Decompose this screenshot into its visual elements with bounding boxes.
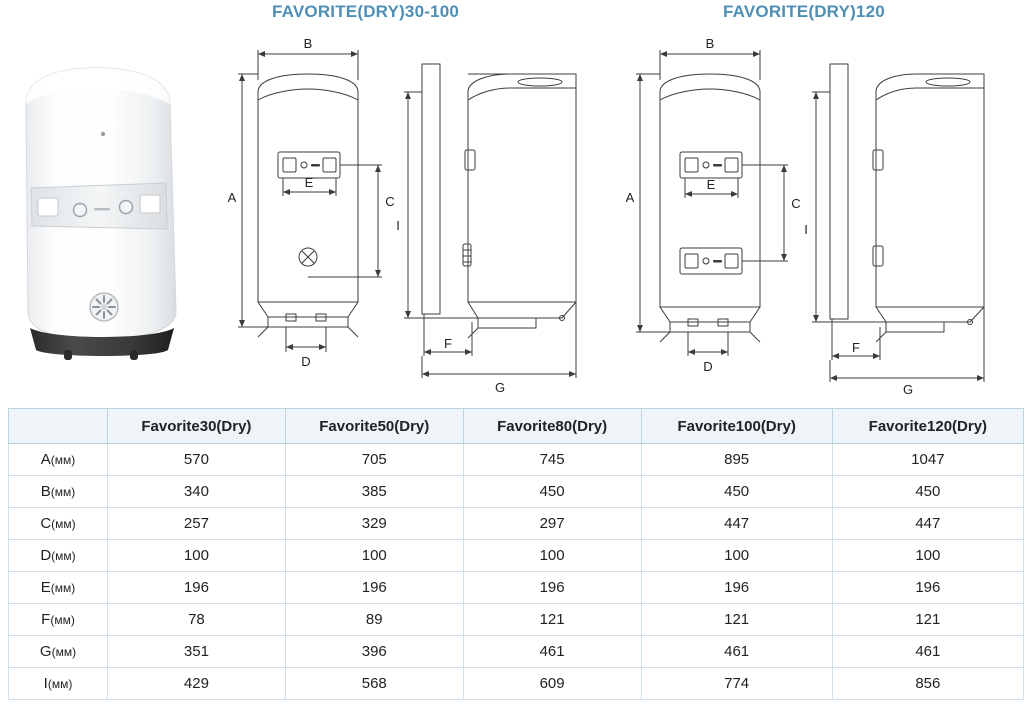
dim-label-B-right: B: [705, 36, 715, 51]
product-photo: [8, 62, 200, 362]
dim-label-D-right: D: [703, 359, 713, 374]
table-row: [9, 476, 1024, 508]
table-row: [9, 668, 1024, 700]
cell-A-favorite120: 1047: [832, 444, 1023, 476]
cell-I-favorite100: 774: [641, 668, 832, 700]
cell-G-favorite30: 351: [108, 636, 286, 668]
cell-G-favorite100: 461: [641, 636, 832, 668]
dim-label-B-left: B: [303, 36, 313, 51]
dim-label-G-right: G: [902, 382, 914, 394]
cell-D-favorite50: 100: [285, 540, 463, 572]
diagram-title-left: FAVORITE(DRY)30-100: [272, 2, 460, 21]
dim-label-E-left: E: [304, 175, 314, 190]
table-corner-cell: [9, 409, 108, 444]
row-label-letter: B: [40, 483, 51, 500]
cell-G-favorite50: 396: [285, 636, 463, 668]
row-label-B: [9, 476, 108, 508]
table-row: [9, 444, 1024, 476]
cell-B-favorite50: 385: [285, 476, 463, 508]
cell-E-favorite50: 196: [285, 572, 463, 604]
cell-G-favorite80: 461: [463, 636, 641, 668]
row-label-unit: (мм): [51, 549, 76, 563]
cell-D-favorite80: 100: [463, 540, 641, 572]
table-row: [9, 572, 1024, 604]
cell-I-favorite80: 609: [463, 668, 641, 700]
row-label-unit: (мм): [47, 677, 73, 691]
table-row: [9, 508, 1024, 540]
cell-A-favorite50: 705: [285, 444, 463, 476]
dim-label-I-left: I: [396, 218, 400, 233]
cell-I-favorite50: 568: [285, 668, 463, 700]
row-label-letter: G: [39, 643, 52, 660]
dim-label-C-right: C: [791, 196, 801, 211]
cell-D-favorite100: 100: [641, 540, 832, 572]
cell-F-favorite80: 121: [463, 604, 641, 636]
cell-B-favorite30: 340: [108, 476, 286, 508]
cell-C-favorite100: 447: [641, 508, 832, 540]
row-label-unit: (мм): [50, 613, 75, 627]
cell-D-favorite30: 100: [108, 540, 286, 572]
cell-C-favorite80: 297: [463, 508, 641, 540]
cell-A-favorite100: 895: [641, 444, 832, 476]
cell-E-favorite30: 196: [108, 572, 286, 604]
specifications-table: [8, 408, 1024, 700]
cell-G-favorite120: 461: [832, 636, 1023, 668]
row-label-unit: (мм): [50, 581, 76, 595]
row-label-letter: C: [40, 515, 52, 532]
cell-E-favorite120: 196: [832, 572, 1023, 604]
row-label-letter: I: [43, 675, 48, 692]
row-label-unit: (мм): [50, 453, 76, 467]
dim-label-E-right: E: [706, 177, 716, 192]
dim-label-D-left: D: [301, 354, 311, 369]
row-label-F: [9, 604, 108, 636]
row-label-letter: E: [40, 579, 51, 596]
row-label-letter: D: [40, 547, 52, 564]
cell-F-favorite50: 89: [285, 604, 463, 636]
cell-F-favorite100: 121: [641, 604, 832, 636]
cell-I-favorite30: 429: [108, 668, 286, 700]
dim-label-A-right: A: [625, 190, 635, 205]
table-row: [9, 540, 1024, 572]
dim-label-G-left: G: [494, 380, 506, 394]
cell-C-favorite30: 257: [108, 508, 286, 540]
row-label-A: [9, 444, 108, 476]
cell-F-favorite120: 121: [832, 604, 1023, 636]
column-header-favorite100: Favorite100(Dry): [641, 409, 832, 444]
column-header-favorite120: Favorite120(Dry): [832, 409, 1023, 444]
table-header-row: [9, 409, 1024, 444]
table-body: [9, 444, 1024, 700]
cell-B-favorite120: 450: [832, 476, 1023, 508]
row-label-unit: (мм): [51, 645, 77, 659]
column-header-favorite80: Favorite80(Dry): [463, 409, 641, 444]
row-label-unit: (мм): [50, 485, 76, 499]
cell-A-favorite80: 745: [463, 444, 641, 476]
row-label-I: [9, 668, 108, 700]
cell-C-favorite120: 447: [832, 508, 1023, 540]
dim-label-A-left: A: [227, 190, 237, 205]
cell-E-favorite80: 196: [463, 572, 641, 604]
technical-drawing-favorite-30-100: [210, 22, 600, 394]
dim-label-I-right: I: [804, 222, 808, 237]
dim-label-F-left: F: [444, 336, 452, 351]
table-header: [9, 409, 1024, 444]
row-label-letter: A: [40, 451, 51, 468]
row-label-E: [9, 572, 108, 604]
cell-I-favorite120: 856: [832, 668, 1023, 700]
dim-label-F-right: F: [852, 340, 860, 355]
cell-E-favorite100: 196: [641, 572, 832, 604]
technical-drawing-favorite-120: [608, 22, 1008, 394]
cell-F-favorite30: 78: [108, 604, 286, 636]
cell-A-favorite30: 570: [108, 444, 286, 476]
spec-table-wrapper: [8, 408, 1024, 700]
cell-C-favorite50: 329: [285, 508, 463, 540]
cell-B-favorite80: 450: [463, 476, 641, 508]
row-label-D: [9, 540, 108, 572]
dim-label-C-left: C: [385, 194, 395, 209]
row-label-C: [9, 508, 108, 540]
column-header-favorite30: Favorite30(Dry): [108, 409, 286, 444]
cell-D-favorite120: 100: [832, 540, 1023, 572]
diagram-title-right: FAVORITE(DRY)120: [723, 2, 885, 21]
table-row: [9, 636, 1024, 668]
row-label-unit: (мм): [51, 517, 76, 531]
column-header-favorite50: Favorite50(Dry): [285, 409, 463, 444]
cell-B-favorite100: 450: [641, 476, 832, 508]
table-row: [9, 604, 1024, 636]
row-label-G: [9, 636, 108, 668]
row-label-letter: F: [41, 611, 51, 628]
